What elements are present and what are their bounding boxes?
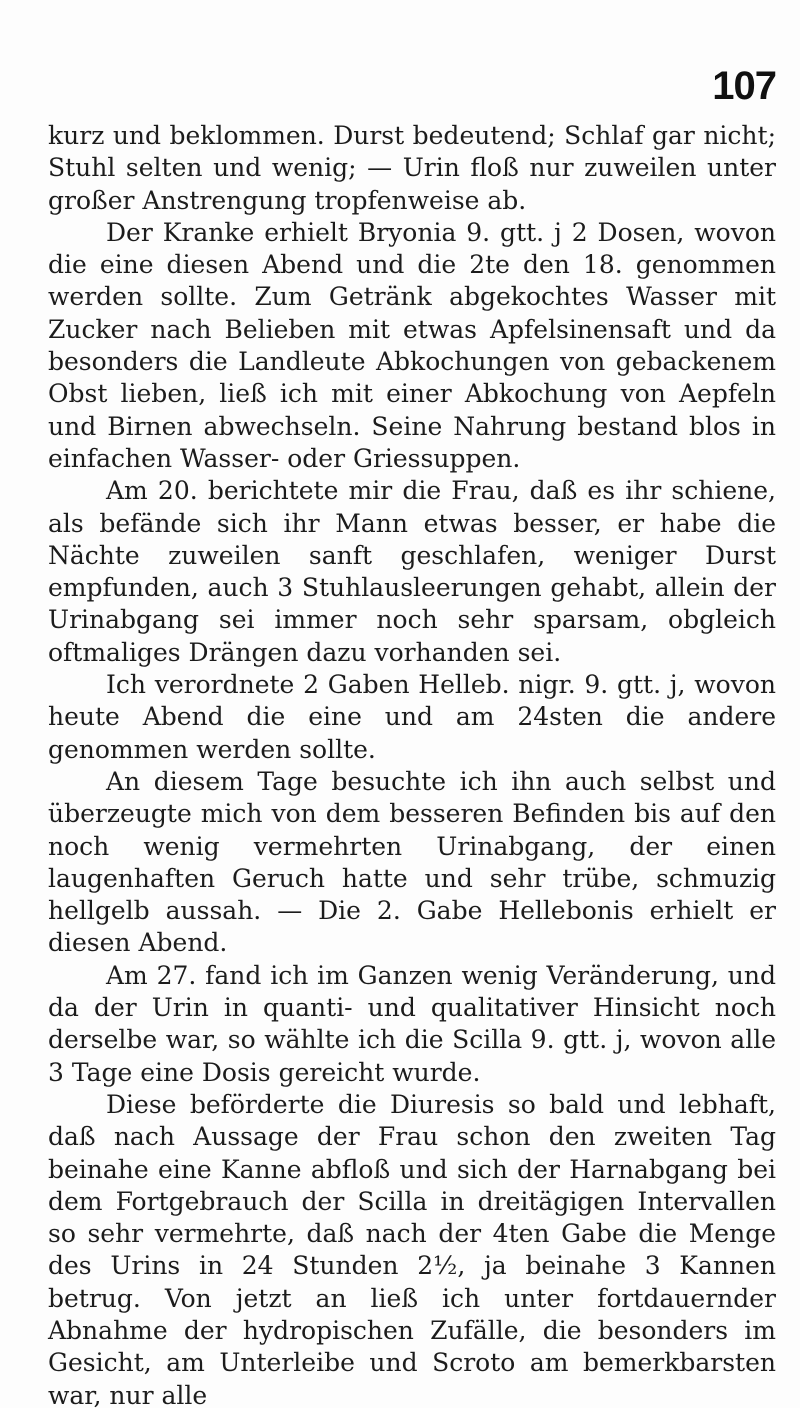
paragraph-continuation: kurz und beklommen. Durst bedeutend; Schlaf gar nicht; Stuhl selten und wenig; — Urin floß nur zuweilen unter großer Anstrengung tropfenweise ab. (48, 121, 776, 215)
paragraph-diuresis: Diese beförderte die Diuresis so bald und lebhaft, daß nach Aussage der Frau schon den zweiten Tag beinahe eine Kanne abfloß und sich der Harnabgang bei dem Fortgebrauch der Scilla in dreitägigen Intervallen so sehr vermehrte, daß nach der 4ten Gabe die Menge des Urins in 24 Stunden 2½, ja beinahe 3 Kannen betrug. Von jetzt an ließ ich unter fortdauernder Abnahme der hydropischen Zufälle, die besonders im Gesicht, am Unterleibe und Scroto am bemerkbarsten war, nur alle (48, 1089, 776, 1410)
paragraph-bryonia: Der Kranke erhielt Bryonia 9. gtt. j 2 Dosen, wovon die eine diesen Abend und die 2te den 18. genommen werden sollte. Zum Getränk abgekochtes Wasser mit Zucker nach Belieben mit etwas Apfelsinensaft und da besonders die Landleute Abkochungen von gebackenem Obst lieben, ließ ich mit einer Abkochung von Aepfeln und Birnen abwechseln. Seine Nahrung bestand blos in einfachen Wasser- oder Griessuppen. (48, 217, 776, 473)
paragraph-visit: An diesem Tage besuchte ich ihn auch selbst und überzeugte mich von dem besseren Befinden bis auf den noch wenig vermehrten Urinabgang, der einen laugenhaften Geruch hatte und sehr trübe, schmuzig hellgelb aussah. — Die 2. Gabe Hellebonis erhielt er diesen Abend. (48, 766, 776, 958)
paragraph-day-27: Am 27. fand ich im Ganzen wenig Veränderung, und da der Urin in quanti- und qualitativer Hinsicht noch derselbe war, so wählte ich die Scilla 9. gtt. j, wovon alle 3 Tage eine Dosis gereicht wurde. (48, 960, 776, 1087)
page-number: 107 (712, 64, 776, 108)
body-text (48, 120, 776, 1412)
paragraph-day-20: Am 20. berichtete mir die Frau, daß es ihr schiene, als befände sich ihr Mann etwas besser, er habe die Nächte zuweilen sanft geschlafen, weniger Durst empfunden, auch 3 Stuhlausleerungen gehabt, allein der Urinabgang sei immer noch sehr sparsam, obgleich oftmaliges Drängen dazu vorhanden sei. (48, 476, 776, 667)
paragraph-helleborus: Ich verordnete 2 Gaben Helleb. nigr. 9. gtt. j, wovon heute Abend die eine und am 24sten die andere genommen werden sollte. (48, 670, 776, 764)
